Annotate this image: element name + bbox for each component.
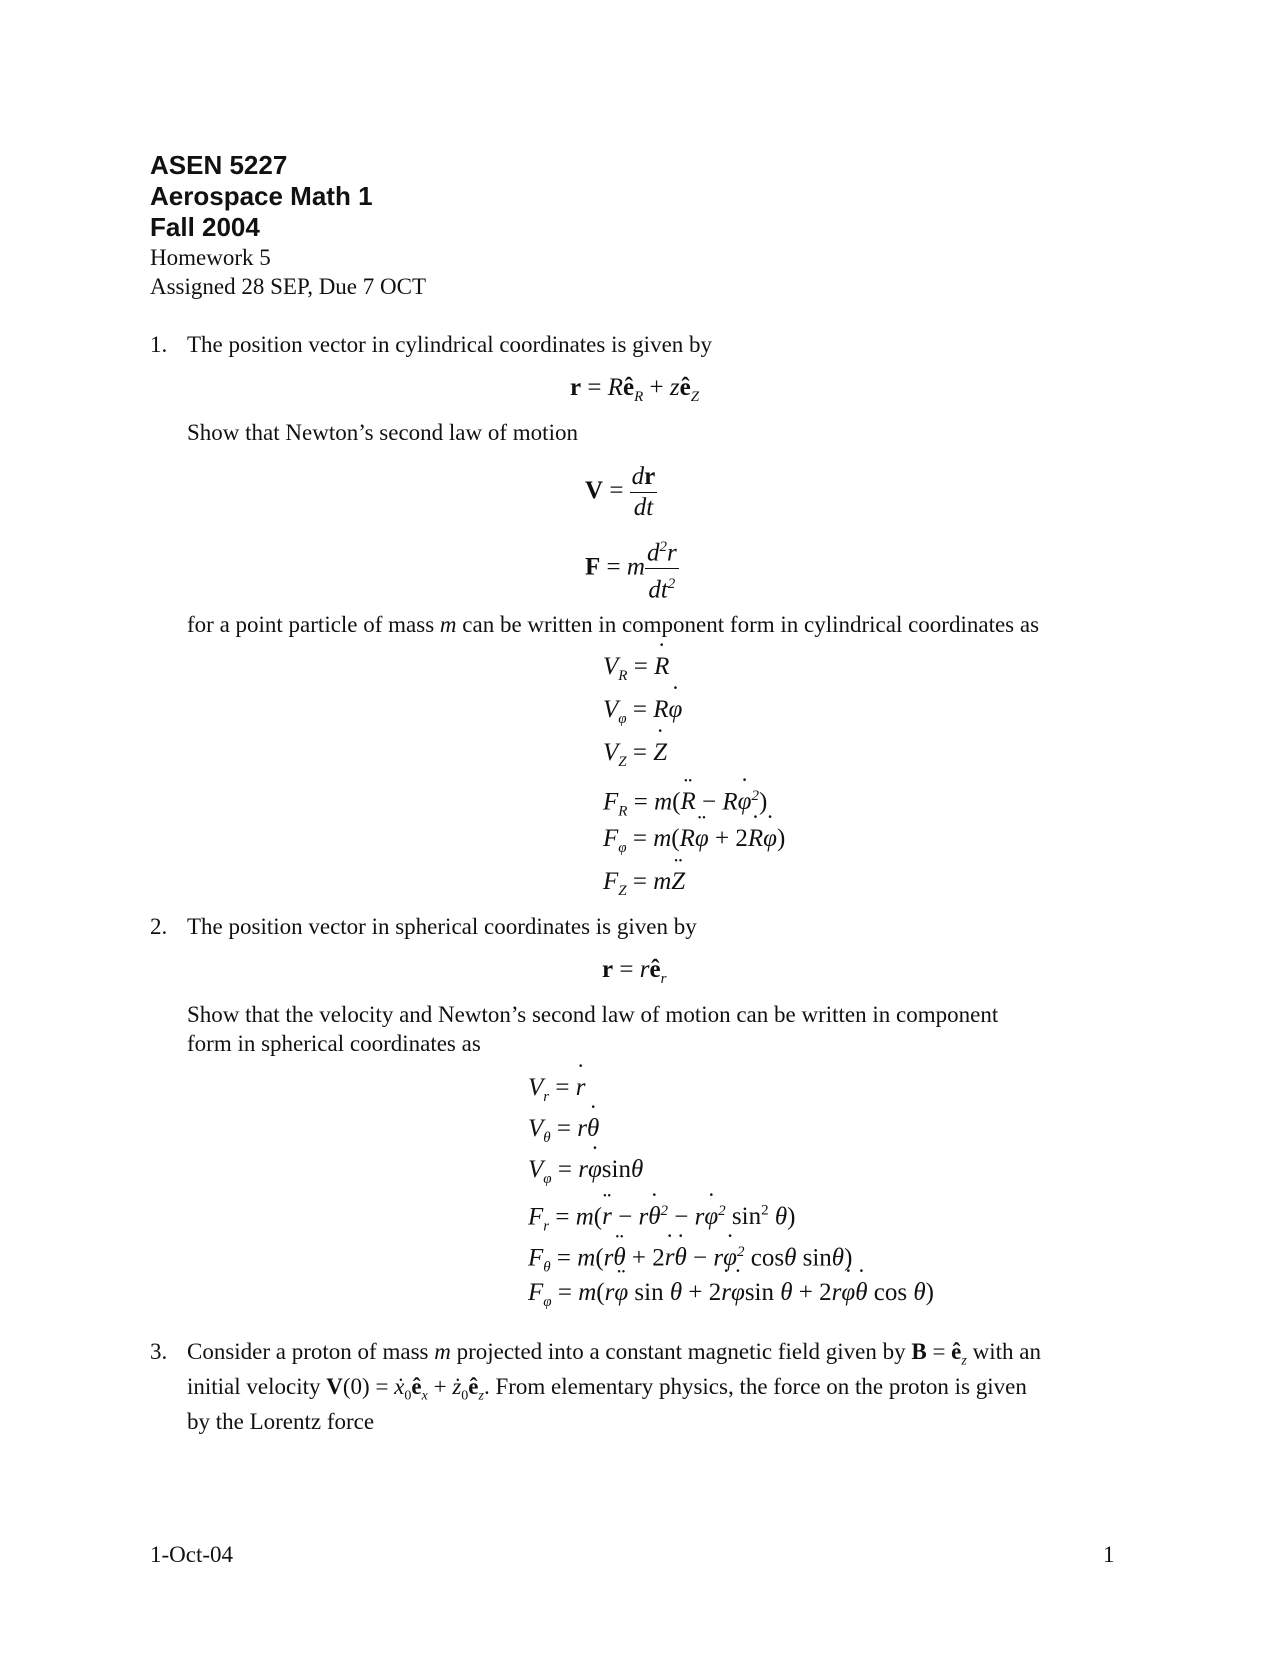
equation-v-r-cyl: $V_R = R$ ˙	[603, 652, 669, 691]
equation-v-theta-sph: $V_\theta = r\theta$ ˙	[528, 1114, 599, 1153]
footer-date: 1-Oct-04	[150, 1542, 234, 1567]
equation-f-theta-sph: $F_\theta = m(r\theta$ ¨ + 2r ˙θ ˙ − rφ ˙$^2$ cosθ sinθ)	[528, 1237, 852, 1282]
problem-2-number: 2.	[150, 914, 168, 939]
document-header	[150, 150, 426, 301]
equation-f-z-cyl: $F_Z$ = mZ ¨	[603, 867, 685, 906]
equation-magnetic-field: $B = ê_z$	[911, 1339, 967, 1369]
problem-3-line-3: by the Lorentz force	[187, 1409, 375, 1434]
problem-2-show-line-2: form in spherical coordinates as	[187, 1031, 481, 1056]
equation-v-phi-cyl: $V_\varphi = R\varphi$ ˙	[603, 695, 682, 734]
problem-2-intro: The position vector in spherical coordinates is given by	[187, 914, 697, 939]
homework-label: Homework 5	[150, 245, 271, 270]
equation-v-z-cyl: $V_Z = Z$ ˙	[603, 738, 667, 777]
equation-velocity-definition: V = $\frac{dr}{dt}$	[585, 463, 656, 521]
problem-1-show-text: Show that Newton’s second law of motion	[187, 420, 578, 445]
equation-v-r-sph: $V_r = r$ ˙	[528, 1073, 585, 1112]
problem-3-line-2: initial velocity $V(0) = ẋ_0ê_x$ + $ż_0ê_z$. From elementary physics, the force on the proton is given	[187, 1374, 1027, 1404]
problem-2-show-line-1: Show that the velocity and Newton’s second law of motion can be written in component	[187, 1002, 999, 1027]
equation-f-r-sph: $F_r = m(r$ ¨ − rθ ˙$^2$ − rφ ˙$^2$ $\sin^2 \theta$)	[528, 1196, 795, 1241]
problem-3-number: 3.	[150, 1339, 168, 1364]
equation-force-definition: F = m $\frac{d^2r}{dt^2}$	[585, 532, 679, 606]
assignment-dates: Assigned 28 SEP, Due 7 OCT	[150, 274, 427, 299]
problem-1-number: 1.	[150, 332, 168, 357]
course-number: ASEN 5227	[150, 150, 288, 180]
footer-page-number: 1	[1103, 1542, 1115, 1567]
equation-f-phi-cyl: $F_\varphi = m(R\varphi$ ¨ + 2R ˙φ ˙)	[603, 824, 785, 863]
equation-position-cylindrical: $r = Rê_R$ + $zê_Z$	[570, 374, 700, 405]
problem-3-line-1: Consider a proton of mass m projected into a constant magnetic field given by $B = ê_z$ with an	[187, 1339, 1041, 1369]
problem-1-component-text: for a point particle of mass m can be written in component form in cylindrical coordinates as	[187, 612, 1040, 637]
equation-initial-velocity: $V(0) = ẋ_0ê_x$ + $ż_0ê_z$	[326, 1374, 484, 1404]
equation-v-phi-sph: $V_\varphi = r\varphi$ ˙sinθ	[528, 1155, 643, 1194]
equation-f-r-cyl: $F_R = m(R$ ¨ − Rφ ˙$^2$)	[603, 781, 767, 826]
equation-f-phi-sph: $F_\varphi = m(r\varphi$ ¨ sin θ + 2r ˙φ ˙sin θ + 2rφ ˙θ ˙ cos θ)	[528, 1278, 934, 1317]
course-term: Fall 2004	[150, 212, 260, 242]
course-title: Aerospace Math 1	[150, 181, 373, 211]
equation-position-spherical: $r = rê_r$	[602, 956, 667, 987]
problem-1-intro: The position vector in cylindrical coordinates is given by	[187, 332, 713, 357]
